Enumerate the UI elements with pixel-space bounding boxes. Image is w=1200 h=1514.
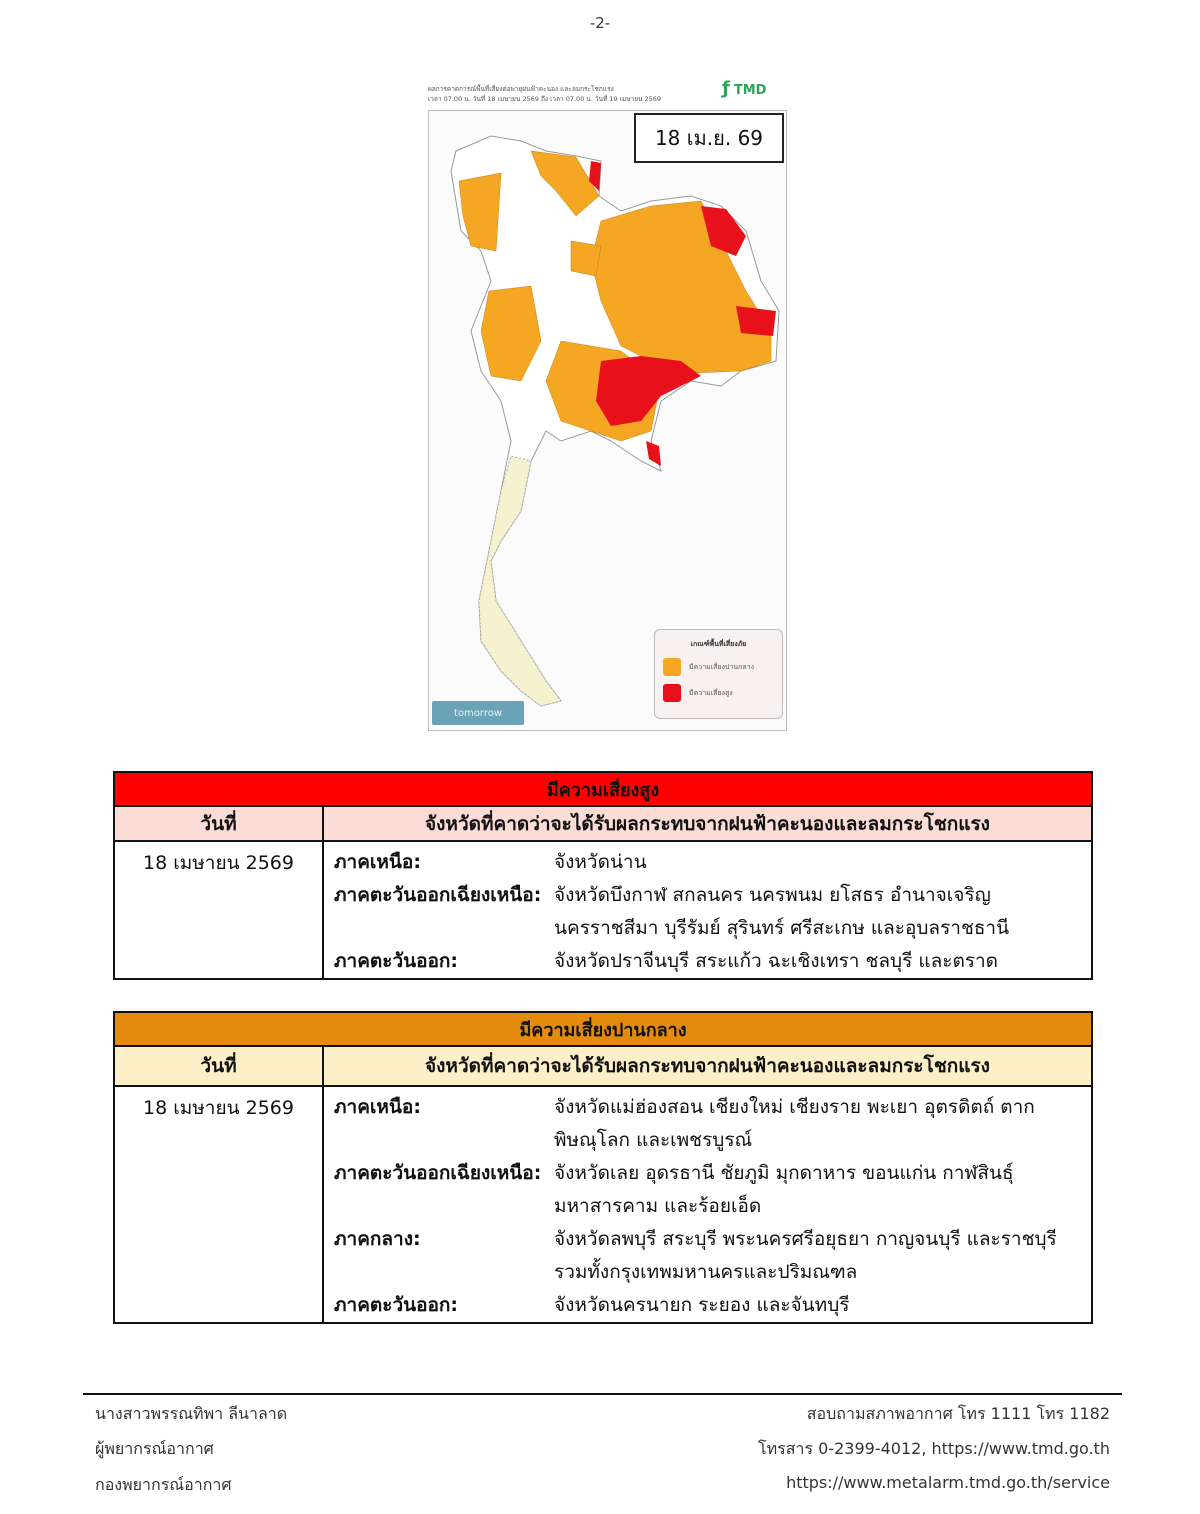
tmd-logo-text: TMD [733, 83, 767, 98]
region-east: ภาคตะวันออก: จังหวัดนครนายก ระยอง และจันทบุรี [334, 1294, 850, 1316]
high-risk-table [113, 771, 1093, 980]
provinces-cell [323, 841, 1092, 979]
page-number: -2- [589, 14, 611, 32]
tomorrow-credit-badge: tomorrow [432, 701, 524, 725]
metalarm-link[interactable]: https://www.metalarm.tmd.go.th/service [786, 1473, 1110, 1492]
region-east: ภาคตะวันออก: จังหวัดปราจีนบุรี สระแก้ว ฉะเชิงเทรา ชลบุรี และตราด [334, 950, 999, 972]
region-north: ภาคเหนือ: จังหวัดน่าน [334, 851, 647, 873]
legend-title: เกณฑ์พื้นที่เสี่ยงภัย [690, 640, 747, 648]
tmd-logo: ƒ TMD [722, 78, 767, 99]
map-date-box: 18 เม.ย. 69 [634, 113, 784, 163]
col-date-header: วันที่ [114, 806, 323, 841]
legend-swatch-orange [663, 658, 681, 676]
col-provinces-header: จังหวัดที่คาดว่าจะได้รับผลกระทบจากฝนฟ้าคะนองและลมกระโชกแรง [323, 806, 1092, 841]
col-date-header: วันที่ [114, 1046, 323, 1086]
date-cell: 18 เมษายน 2569 [114, 841, 323, 979]
col-provinces-header: จังหวัดที่คาดว่าจะได้รับผลกระทบจากฝนฟ้าคะนองและลมกระโชกแรง [323, 1046, 1092, 1086]
medium-risk-table [113, 1011, 1093, 1324]
legend-label: มีความเสี่ยงสูง [689, 688, 733, 697]
high-risk-title: มีความเสี่ยงสูง [114, 772, 1092, 806]
map-legend [654, 629, 783, 719]
map-title-line1: ผลการคาดการณ์พื้นที่เสี่ยงต่อพายุฝนฟ้าคะนอง และลมกระโชกแรง [428, 85, 614, 93]
forecaster-division: กองพยากรณ์อากาศ [95, 1475, 232, 1494]
medium-risk-title: มีความเสี่ยงปานกลาง [114, 1012, 1092, 1046]
legend-item-high [663, 684, 782, 702]
legend-swatch-red [663, 684, 681, 702]
forecaster-title: ผู้พยากรณ์อากาศ [95, 1439, 214, 1458]
date-cell: 18 เมษายน 2569 [114, 1086, 323, 1323]
region-north: ภาคเหนือ: จังหวัดแม่ฮ่องสอน เชียงใหม่ เชียงราย พะเยา อุตรดิตถ์ ตาก พิษณุโลก และเพชรบูรณ์ [334, 1096, 1035, 1151]
footer-divider [83, 1393, 1122, 1395]
southern-region [479, 456, 561, 706]
map-title-line2: เวลา 07.00 น. วันที่ 18 เมษายน 2569 ถึง เวลา 07.00 น. วันที่ 19 เมษายน 2569 [428, 95, 662, 103]
legend-item-medium [663, 658, 782, 676]
legend-label: มีความเสี่ยงปานกลาง [689, 662, 754, 671]
region-northeast: ภาคตะวันออกเฉียงเหนือ: จังหวัดเลย อุดรธานี ชัยภูมิ มุกดาหาร ขอนแก่น กาฬสินธุ์ มหาสารคาม และร้อยเอ็ด [334, 1162, 1014, 1217]
provinces-cell [323, 1086, 1092, 1323]
map-title [428, 84, 718, 104]
contact-fax-website[interactable]: โทรสาร 0-2399-4012, https://www.tmd.go.th [758, 1439, 1110, 1458]
region-northeast: ภาคตะวันออกเฉียงเหนือ: จังหวัดบึงกาฬ สกลนคร นครพนม ยโสธร อำนาจเจริญ นครราชสีมา บุรีรัมย์ สุรินทร์ ศรีสะเกษ และอุบลราชธานี [334, 884, 1010, 939]
forecaster-name: นางสาวพรรณทิพา ลีนาลาด [95, 1404, 288, 1423]
contact-phone: สอบถามสภาพอากาศ โทร 1111 โทร 1182 [806, 1404, 1110, 1423]
region-central: ภาคกลาง: จังหวัดลพบุรี สระบุรี พระนครศรีอยุธยา กาญจนบุรี และราชบุรี รวมทั้งกรุงเทพมหานครและปริมณฑล [334, 1228, 1057, 1283]
